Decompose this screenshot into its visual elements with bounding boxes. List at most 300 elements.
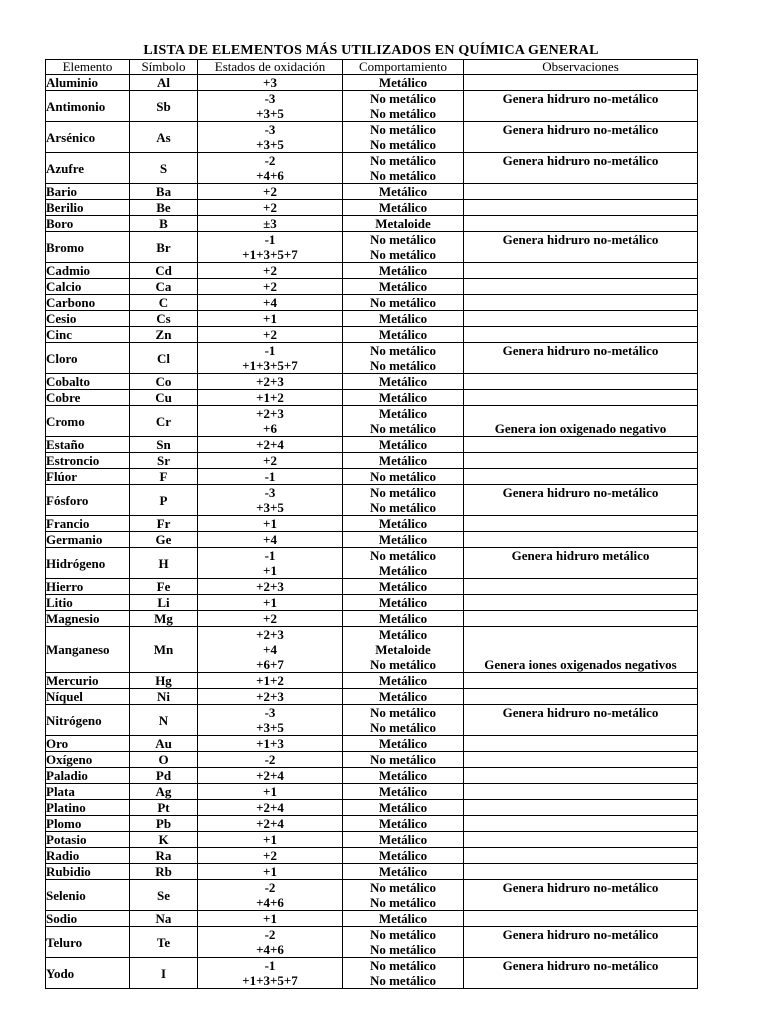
oxidation-states-cell xyxy=(198,832,343,848)
symbol-cell xyxy=(130,469,198,485)
table-row xyxy=(46,122,698,153)
symbol-cell xyxy=(130,295,198,311)
behavior-cell xyxy=(343,848,464,864)
element-name: Cesio xyxy=(46,311,77,326)
symbol-cell xyxy=(130,263,198,279)
symbol-cell xyxy=(130,200,198,216)
observations-cell xyxy=(464,595,698,611)
behavior-value: Metálico xyxy=(378,832,428,847)
element-symbol: Pt xyxy=(157,800,170,815)
behavior-cell xyxy=(343,374,464,390)
behavior-cell xyxy=(343,343,464,374)
behavior-value: Metálico xyxy=(378,390,428,405)
oxidation-state: +1 xyxy=(263,784,277,799)
oxidation-state: +2 xyxy=(263,263,277,278)
oxidation-state: +6+7 xyxy=(256,657,284,672)
observations-cell xyxy=(464,816,698,832)
behavior-value: No metálico xyxy=(369,485,437,500)
element-symbol: K xyxy=(158,832,169,847)
table-row xyxy=(46,768,698,784)
element-name-cell xyxy=(46,595,130,611)
behavior-value: No metálico xyxy=(369,469,437,484)
oxidation-state: +2+4 xyxy=(256,437,284,452)
element-name-cell xyxy=(46,548,130,579)
element-name-cell xyxy=(46,958,130,989)
oxidation-states-cell xyxy=(198,595,343,611)
observations-cell xyxy=(464,406,698,437)
element-name-cell xyxy=(46,295,130,311)
element-symbol: Pd xyxy=(155,768,172,783)
behavior-value: Metálico xyxy=(378,453,428,468)
observations-cell xyxy=(464,927,698,958)
table-row xyxy=(46,548,698,579)
oxidation-state: +2+4 xyxy=(256,768,284,783)
behavior-cell xyxy=(343,595,464,611)
oxidation-state: -3 xyxy=(264,705,276,720)
element-name: Magnesio xyxy=(46,611,100,626)
element-name: Rubidio xyxy=(46,864,91,879)
observations-cell xyxy=(464,263,698,279)
behavior-cell xyxy=(343,927,464,958)
symbol-cell xyxy=(130,327,198,343)
element-name: Plomo xyxy=(46,816,82,831)
oxidation-states-cell xyxy=(198,800,343,816)
behavior-value: Metálico xyxy=(378,627,428,642)
element-name: Germanio xyxy=(46,532,103,547)
element-name-cell xyxy=(46,864,130,880)
behavior-value: Metálico xyxy=(378,784,428,799)
oxidation-states-cell xyxy=(198,752,343,768)
element-name: Litio xyxy=(46,595,73,610)
oxidation-state: +2+4 xyxy=(256,816,284,831)
behavior-cell xyxy=(343,705,464,736)
behavior-value: No metálico xyxy=(369,247,437,262)
element-symbol: Br xyxy=(156,239,171,255)
observations-cell xyxy=(464,343,698,374)
observation-text: Genera hidruro no-metálico xyxy=(502,343,659,358)
oxidation-state: +4 xyxy=(263,295,277,310)
behavior-value: Metálico xyxy=(378,437,428,452)
oxidation-state: +2+3 xyxy=(256,627,284,642)
symbol-cell xyxy=(130,75,198,91)
observation-text: Genera hidruro no-metálico xyxy=(502,927,659,942)
element-symbol: Pb xyxy=(155,816,172,831)
oxidation-state: -2 xyxy=(264,880,276,895)
oxidation-states-cell xyxy=(198,216,343,232)
behavior-value: Metálico xyxy=(378,579,428,594)
element-name-cell xyxy=(46,406,130,437)
element-name: Cromo xyxy=(46,413,85,429)
symbol-cell xyxy=(130,689,198,705)
oxidation-state: +1 xyxy=(263,911,277,926)
behavior-cell xyxy=(343,958,464,989)
symbol-cell xyxy=(130,374,198,390)
oxidation-state: ±3 xyxy=(263,216,277,231)
oxidation-state: +4 xyxy=(263,532,277,547)
table-row xyxy=(46,153,698,184)
table-row xyxy=(46,390,698,406)
behavior-cell xyxy=(343,453,464,469)
symbol-cell xyxy=(130,516,198,532)
observations-cell xyxy=(464,295,698,311)
element-name-cell xyxy=(46,673,130,689)
oxidation-states-cell xyxy=(198,927,343,958)
oxidation-state: +1 xyxy=(263,864,277,879)
element-name: Plata xyxy=(46,784,75,799)
oxidation-states-cell xyxy=(198,705,343,736)
element-name: Teluro xyxy=(46,934,83,950)
behavior-value: No metálico xyxy=(369,122,437,137)
table-row xyxy=(46,406,698,437)
element-name-cell xyxy=(46,689,130,705)
symbol-cell xyxy=(130,864,198,880)
observation-text: Genera hidruro no-metálico xyxy=(502,485,659,500)
behavior-value: No metálico xyxy=(369,958,437,973)
behavior-cell xyxy=(343,279,464,295)
table-row xyxy=(46,705,698,736)
symbol-cell xyxy=(130,705,198,736)
symbol-cell xyxy=(130,406,198,437)
observations-cell xyxy=(464,279,698,295)
observations-cell xyxy=(464,548,698,579)
observation-text: Genera hidruro no-metálico xyxy=(502,91,659,106)
element-name: Antimonio xyxy=(46,98,106,114)
table-row xyxy=(46,279,698,295)
oxidation-states-cell xyxy=(198,673,343,689)
behavior-value: No metálico xyxy=(369,343,437,358)
table-row xyxy=(46,216,698,232)
behavior-cell xyxy=(343,784,464,800)
element-symbol: Mn xyxy=(153,642,174,657)
observations-cell xyxy=(464,864,698,880)
observations-cell xyxy=(464,689,698,705)
oxidation-state: +2+3 xyxy=(256,374,284,389)
element-name-cell xyxy=(46,122,130,153)
behavior-value: No metálico xyxy=(369,168,437,183)
symbol-cell xyxy=(130,784,198,800)
oxidation-state: -1 xyxy=(264,958,276,973)
behavior-cell xyxy=(343,327,464,343)
behavior-value: Metálico xyxy=(378,611,428,626)
oxidation-state: +3 xyxy=(263,75,277,90)
header-estados-oxidacion: Estados de oxidación xyxy=(198,60,343,75)
table-row xyxy=(46,469,698,485)
behavior-value: No metálico xyxy=(369,137,437,152)
table-row xyxy=(46,75,698,91)
table-row xyxy=(46,816,698,832)
behavior-cell xyxy=(343,184,464,200)
symbol-cell xyxy=(130,232,198,263)
element-symbol: As xyxy=(156,129,171,145)
behavior-cell xyxy=(343,232,464,263)
element-name-cell xyxy=(46,263,130,279)
symbol-cell xyxy=(130,627,198,673)
behavior-value: No metálico xyxy=(369,232,437,247)
oxidation-states-cell xyxy=(198,485,343,516)
behavior-cell xyxy=(343,532,464,548)
oxidation-state: +2 xyxy=(263,184,277,199)
behavior-value: Metaloide xyxy=(375,642,431,657)
observations-cell xyxy=(464,705,698,736)
table-row xyxy=(46,832,698,848)
behavior-cell xyxy=(343,200,464,216)
symbol-cell xyxy=(130,437,198,453)
symbol-cell xyxy=(130,216,198,232)
symbol-cell xyxy=(130,311,198,327)
element-symbol: Li xyxy=(157,595,170,610)
element-symbol: N xyxy=(158,712,169,728)
element-name-cell xyxy=(46,232,130,263)
behavior-cell xyxy=(343,263,464,279)
oxidation-state: -2 xyxy=(264,153,276,168)
observations-cell xyxy=(464,184,698,200)
behavior-cell xyxy=(343,864,464,880)
oxidation-states-cell xyxy=(198,153,343,184)
oxidation-state: +1+3+5+7 xyxy=(242,973,298,988)
element-symbol: Sn xyxy=(156,437,171,452)
element-name-cell xyxy=(46,279,130,295)
behavior-value: Metálico xyxy=(378,848,428,863)
table-row xyxy=(46,927,698,958)
element-name: Bromo xyxy=(46,239,85,255)
oxidation-state: +2 xyxy=(263,611,277,626)
oxidation-state: +1 xyxy=(263,311,277,326)
observations-cell xyxy=(464,958,698,989)
behavior-value: No metálico xyxy=(369,106,437,121)
table-header-row xyxy=(46,60,698,75)
oxidation-states-cell xyxy=(198,406,343,437)
observations-cell xyxy=(464,216,698,232)
observations-cell xyxy=(464,122,698,153)
element-symbol: Ca xyxy=(155,279,172,294)
element-name: Oro xyxy=(46,736,69,751)
oxidation-state: +1+3+5+7 xyxy=(242,247,298,262)
oxidation-state: +2+4 xyxy=(256,800,284,815)
oxidation-state: +3+5 xyxy=(256,500,284,515)
behavior-cell xyxy=(343,548,464,579)
oxidation-state: +2 xyxy=(263,327,277,342)
behavior-cell xyxy=(343,75,464,91)
table-row xyxy=(46,453,698,469)
oxidation-states-cell xyxy=(198,689,343,705)
oxidation-state: +6 xyxy=(263,421,277,436)
observations-cell xyxy=(464,532,698,548)
table-row xyxy=(46,736,698,752)
observations-cell xyxy=(464,311,698,327)
element-name: Cobalto xyxy=(46,374,91,389)
table-row xyxy=(46,91,698,122)
behavior-value: No metálico xyxy=(369,358,437,373)
element-symbol: Rb xyxy=(155,864,172,879)
table-row xyxy=(46,437,698,453)
oxidation-states-cell xyxy=(198,611,343,627)
behavior-value: Metálico xyxy=(378,516,428,531)
symbol-cell xyxy=(130,880,198,911)
element-name-cell xyxy=(46,374,130,390)
behavior-cell xyxy=(343,153,464,184)
table-row xyxy=(46,673,698,689)
oxidation-state: +1+3 xyxy=(256,736,284,751)
symbol-cell xyxy=(130,579,198,595)
element-name-cell xyxy=(46,705,130,736)
observations-cell xyxy=(464,800,698,816)
behavior-value: No metálico xyxy=(369,91,437,106)
behavior-cell xyxy=(343,216,464,232)
table-row xyxy=(46,579,698,595)
element-symbol: Te xyxy=(156,934,171,950)
element-name: Estroncio xyxy=(46,453,100,468)
table-row xyxy=(46,958,698,989)
oxidation-state: +3+5 xyxy=(256,137,284,152)
behavior-value: Metálico xyxy=(378,184,428,199)
element-name-cell xyxy=(46,611,130,627)
observations-cell xyxy=(464,880,698,911)
table-row xyxy=(46,485,698,516)
behavior-cell xyxy=(343,122,464,153)
element-name: Estaño xyxy=(46,437,85,452)
oxidation-states-cell xyxy=(198,437,343,453)
observations-cell xyxy=(464,75,698,91)
observations-cell xyxy=(464,374,698,390)
oxidation-states-cell xyxy=(198,469,343,485)
oxidation-states-cell xyxy=(198,864,343,880)
behavior-value: No metálico xyxy=(369,752,437,767)
element-name-cell xyxy=(46,184,130,200)
table-row xyxy=(46,627,698,673)
oxidation-states-cell xyxy=(198,532,343,548)
element-symbol: Sr xyxy=(157,453,170,468)
oxidation-state: +2+3 xyxy=(256,406,284,421)
observations-cell xyxy=(464,327,698,343)
element-name-cell xyxy=(46,485,130,516)
element-name-cell xyxy=(46,880,130,911)
element-name-cell xyxy=(46,75,130,91)
table-row xyxy=(46,611,698,627)
element-name: Mercurio xyxy=(46,673,99,688)
symbol-cell xyxy=(130,532,198,548)
behavior-cell xyxy=(343,516,464,532)
symbol-cell xyxy=(130,673,198,689)
element-symbol: Cd xyxy=(155,263,172,278)
oxidation-state: +3+5 xyxy=(256,106,284,121)
behavior-value: Metálico xyxy=(378,911,428,926)
element-name: Nitrógeno xyxy=(46,712,102,728)
observations-cell xyxy=(464,453,698,469)
oxidation-states-cell xyxy=(198,311,343,327)
element-name-cell xyxy=(46,784,130,800)
behavior-value: Metálico xyxy=(378,374,428,389)
observations-cell xyxy=(464,627,698,673)
element-symbol: Ra xyxy=(155,848,172,863)
oxidation-state: +2 xyxy=(263,279,277,294)
behavior-cell xyxy=(343,627,464,673)
header-simbolo: Símbolo xyxy=(130,60,198,75)
element-name-cell xyxy=(46,390,130,406)
symbol-cell xyxy=(130,800,198,816)
element-name: Níquel xyxy=(46,689,83,704)
table-body xyxy=(46,75,698,989)
table-row xyxy=(46,374,698,390)
symbol-cell xyxy=(130,595,198,611)
oxidation-states-cell xyxy=(198,390,343,406)
oxidation-states-cell xyxy=(198,91,343,122)
behavior-value: Metálico xyxy=(378,689,428,704)
element-symbol: Ge xyxy=(155,532,172,547)
element-name: Cadmio xyxy=(46,263,91,278)
oxidation-states-cell xyxy=(198,627,343,673)
element-name: Sodio xyxy=(46,911,78,926)
table-row xyxy=(46,911,698,927)
behavior-value: Metálico xyxy=(378,75,428,90)
oxidation-states-cell xyxy=(198,122,343,153)
element-name-cell xyxy=(46,752,130,768)
oxidation-state: +1 xyxy=(263,516,277,531)
observations-cell xyxy=(464,832,698,848)
element-name: Arsénico xyxy=(46,129,96,145)
behavior-value: No metálico xyxy=(369,548,437,563)
oxidation-state: +4+6 xyxy=(256,168,284,183)
table-row xyxy=(46,295,698,311)
oxidation-states-cell xyxy=(198,911,343,927)
symbol-cell xyxy=(130,832,198,848)
element-name-cell xyxy=(46,327,130,343)
table-row xyxy=(46,848,698,864)
behavior-value: No metálico xyxy=(369,153,437,168)
behavior-value: Metálico xyxy=(378,532,428,547)
behavior-value: No metálico xyxy=(369,421,437,436)
oxidation-states-cell xyxy=(198,516,343,532)
behavior-cell xyxy=(343,485,464,516)
observations-cell xyxy=(464,768,698,784)
oxidation-state: -2 xyxy=(264,752,276,767)
symbol-cell xyxy=(130,911,198,927)
behavior-cell xyxy=(343,911,464,927)
observation-text: Genera hidruro no-metálico xyxy=(502,880,659,895)
element-symbol: Cs xyxy=(156,311,171,326)
observations-cell xyxy=(464,673,698,689)
element-name: Calcio xyxy=(46,279,82,294)
observation-text: Genera hidruro no-metálico xyxy=(502,705,659,720)
observations-cell xyxy=(464,611,698,627)
behavior-value: Metálico xyxy=(378,279,428,294)
observations-cell xyxy=(464,437,698,453)
oxidation-states-cell xyxy=(198,327,343,343)
observations-cell xyxy=(464,91,698,122)
page-title: LISTA DE ELEMENTOS MÁS UTILIZADOS EN QUÍMICA GENERAL xyxy=(143,43,599,58)
observations-cell xyxy=(464,232,698,263)
element-name: Platino xyxy=(46,800,86,815)
oxidation-states-cell xyxy=(198,200,343,216)
element-symbol: Cu xyxy=(155,390,172,405)
observations-cell xyxy=(464,469,698,485)
behavior-value: Metálico xyxy=(378,673,428,688)
behavior-cell xyxy=(343,91,464,122)
behavior-cell xyxy=(343,311,464,327)
element-name: Boro xyxy=(46,216,74,231)
element-symbol: C xyxy=(158,295,169,310)
table-row xyxy=(46,343,698,374)
elements-table xyxy=(45,59,698,989)
element-name: Radio xyxy=(46,848,80,863)
oxidation-state: +2 xyxy=(263,200,277,215)
behavior-value: No metálico xyxy=(369,705,437,720)
behavior-cell xyxy=(343,736,464,752)
oxidation-states-cell xyxy=(198,816,343,832)
behavior-value: Metálico xyxy=(378,406,428,421)
symbol-cell xyxy=(130,279,198,295)
behavior-cell xyxy=(343,689,464,705)
symbol-cell xyxy=(130,611,198,627)
